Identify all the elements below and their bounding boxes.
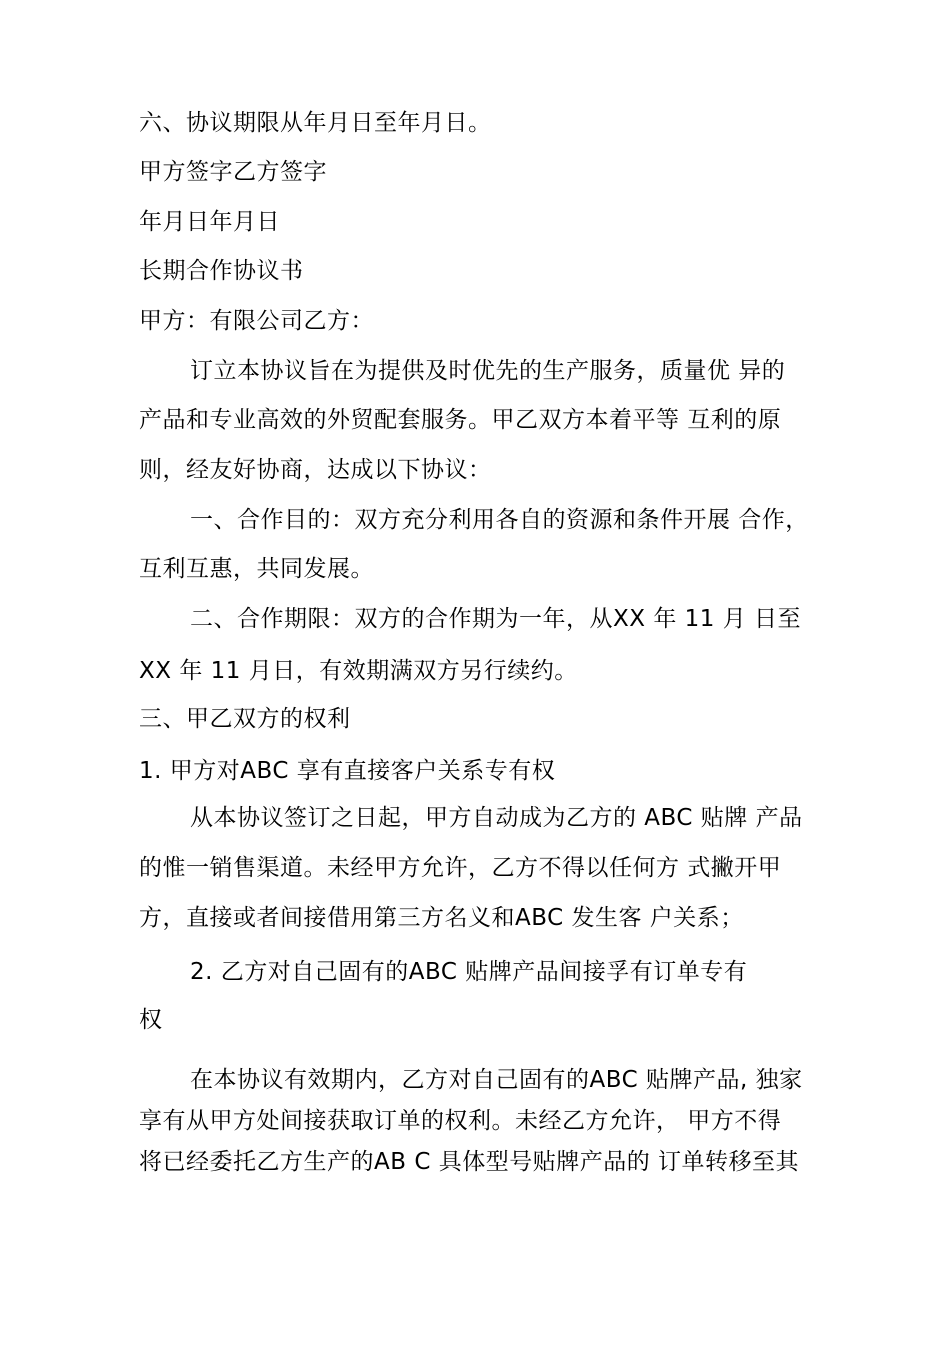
text-line-4: 长期合作协议书 (139, 258, 304, 284)
text-line-18: 2. 乙方对自己固有的ABC 贴牌产品间接孚有订单专有 (190, 959, 748, 985)
text-line-12: XX 年 11 月日，有效期满双方另行续约。 (139, 658, 578, 684)
text-line-8: 则，经友好协商，达成以下协议： (139, 457, 492, 483)
text-line-21: 享有从甲方处间接获取订单的权利。未经乙方允许， 甲方不得 (139, 1108, 782, 1134)
text-line-16: 的惟一销售渠道。未经甲方允许，乙方不得以任何方 式撇开甲 (139, 855, 782, 881)
text-line-19: 权 (139, 1007, 163, 1033)
text-line-17: 方，直接或者间接借用第三方名义和ABC 发生客 户关系； (139, 905, 744, 931)
text-line-11: 二、合作期限：双方的合作期为一年，从XX 年 11 月 日至 (190, 606, 802, 632)
text-line-2: 甲方签字乙方签字 (139, 159, 327, 185)
text-line-6: 订立本协议旨在为提供及时优先的生产服务，质量优 异的 (190, 358, 786, 384)
text-line-15: 从本协议签订之日起，甲方自动成为乙方的 ABC 贴牌 产品 (190, 805, 803, 831)
text-line-20: 在本协议有效期内，乙方对自己固有的ABC 贴牌产品, 独家 (190, 1067, 803, 1093)
text-line-22: 将已经委托乙方生产的AB C 具体型号贴牌产品的 订单转移至其 (139, 1149, 800, 1175)
text-line-1: 六、协议期限从年月日至年月日。 (139, 110, 492, 136)
text-line-7: 产品和专业高效的外贸配套服务。甲乙双方本着平等 互利的原 (139, 407, 782, 433)
text-line-3: 年月日年月日 (139, 209, 280, 235)
text-line-14: 1. 甲方对ABC 享有直接客户关系专有权 (139, 758, 556, 784)
text-line-13: 三、甲乙双方的权利 (139, 706, 351, 732)
text-line-5: 甲方：有限公司乙方： (139, 308, 374, 334)
text-line-10: 互利互惠，共同发展。 (139, 556, 374, 582)
text-line-9: 一、合作目的：双方充分利用各自的资源和条件开展 合作， (190, 507, 809, 533)
